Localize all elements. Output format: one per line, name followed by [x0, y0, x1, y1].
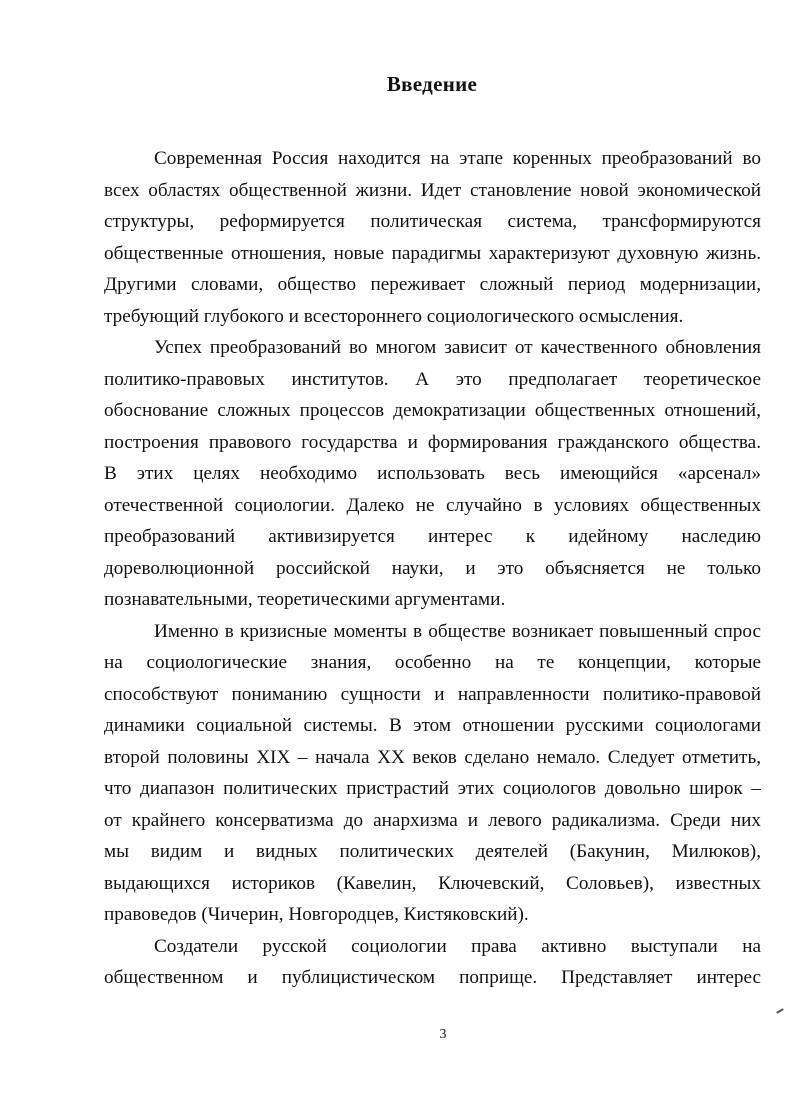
text-line: выдающихся историков (Кавелин, Ключевский, Соловьев), известных — [104, 872, 761, 894]
text-line: преобразований активизируется интерес к идейному наследию — [104, 526, 761, 547]
text-line: отечественной социологии. Далеко не случайно в условиях общественных — [104, 494, 761, 516]
text-line: политико-правовых институтов. А это предполагает теоретическое — [104, 368, 761, 390]
text-line: что диапазон политических пристрастий этих социологов довольно широк – — [104, 778, 761, 799]
text-line: общественном и публицистическом поприще. Представляет интерес — [104, 967, 761, 988]
text-line: всех областях общественной жизни. Идет становление новой экономической — [104, 179, 761, 201]
text-line: второй половины XIX – начала XX веков сделано немало. Следует отметить, — [104, 746, 761, 768]
text-line: способствуют пониманию сущности и направленности политико-правовой — [104, 683, 761, 705]
text-line: структуры, реформируется политическая система, трансформируются — [104, 211, 761, 232]
text-line: от крайнего консерватизма до анархизма и левого радикализма. Среди них — [104, 809, 761, 831]
page-number: 3 — [439, 1027, 447, 1042]
text-line: Успех преобразований во многом зависит от качественного обновления — [154, 337, 761, 358]
text-line: мы видим и видных политических деятелей (Бакунин, Милюков), — [104, 841, 761, 862]
text-line: дореволюционной российской науки, и это объясняется не только — [104, 557, 761, 579]
text-line: познавательными, теоретическими аргументами. — [104, 589, 506, 610]
text-line: построения правового государства и формирования гражданского общества. — [104, 431, 761, 453]
text-line: правоведов (Чичерин, Новгородцев, Кистяковский). — [104, 904, 529, 925]
text-line: динамики социальной системы. В этом отношении русскими социологами — [104, 715, 761, 736]
text-line: В этих целях необходимо использовать весь имеющийся «арсенал» — [104, 463, 761, 484]
scan-mark — [776, 1008, 784, 1014]
page-title: Введение — [386, 72, 478, 96]
text-line: Именно в кризисные моменты в обществе возникает повышенный спрос — [154, 620, 761, 642]
text-line: Создатели русской социологии права активно выступали на — [154, 935, 761, 957]
text-line: Другими словами, общество переживает сложный период модернизации, — [104, 274, 761, 295]
text-line: на социологические знания, особенно на те концепции, которые — [104, 652, 761, 673]
text-line: общественные отношения, новые парадигмы характеризуют духовную жизнь. — [104, 242, 761, 264]
text-line: требующий глубокого и всестороннего социологического осмысления. — [104, 305, 684, 327]
text-line: обоснование сложных процессов демократизации общественных отношений, — [104, 400, 761, 421]
body-text — [104, 143, 761, 994]
text-line: Современная Россия находится на этапе коренных преобразований во — [154, 148, 761, 169]
